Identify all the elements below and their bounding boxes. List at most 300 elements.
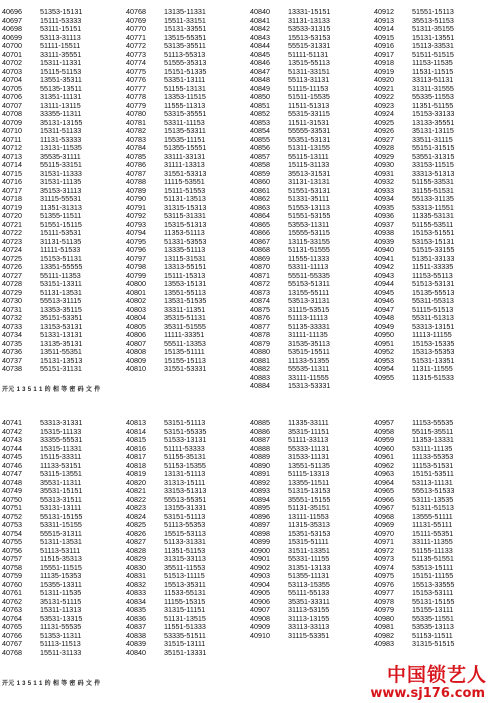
code-value: 11131-55535	[40, 622, 82, 631]
code-value: 33511-31115	[412, 134, 453, 144]
code-value: 11131-55111	[412, 520, 453, 529]
code-value: 15111-53333	[40, 15, 82, 25]
row-number: 40819	[126, 469, 146, 478]
row-number: 40847	[250, 66, 270, 76]
code-value: 35131-13115	[412, 126, 454, 135]
code-value: 15111-53531	[40, 228, 82, 237]
row-number: 40881	[250, 355, 270, 365]
row-number: 40959	[374, 435, 394, 444]
table-row	[126, 365, 250, 374]
row-number: 40958	[374, 426, 394, 436]
code-value: 31131-51135	[40, 236, 82, 246]
code-value: 53113-31113	[40, 32, 81, 42]
row-number: 40832	[126, 579, 146, 589]
code-value: 51551-15113	[412, 7, 454, 16]
row-number: 40766	[2, 630, 22, 640]
row-number: 40818	[126, 460, 146, 470]
code-value: 33111-35551	[40, 49, 82, 59]
row-number: 40777	[126, 83, 146, 93]
row-number: 40800	[126, 279, 146, 288]
code-value: 55131-15155	[412, 596, 455, 606]
code-value: 11131-53333	[40, 134, 82, 144]
row-number: 40841	[250, 15, 270, 25]
row-number: 40839	[126, 639, 146, 648]
code-value: 13155-31331	[164, 503, 207, 512]
row-number: 40758	[2, 562, 22, 572]
code-value: 35351-33311	[288, 596, 330, 606]
row-number: 40924	[374, 109, 394, 118]
code-value: 13313-55151	[164, 262, 207, 271]
row-number: 40768	[126, 7, 146, 16]
row-number: 40880	[250, 347, 270, 356]
row-number: 40866	[250, 228, 270, 237]
row-number: 40912	[374, 7, 394, 16]
row-number: 40844	[250, 41, 270, 50]
code-value: 13115-33155	[288, 236, 330, 246]
row-number: 40823	[126, 503, 146, 512]
column-group	[126, 8, 250, 392]
row-number: 40976	[374, 579, 394, 589]
code-value: 51113-11513	[40, 639, 81, 648]
code-value: 35535-31111	[40, 151, 81, 161]
code-value: 53531-13315	[40, 613, 83, 623]
code-value: 15115-33311	[40, 452, 82, 461]
row-number: 40722	[2, 228, 22, 237]
row-number: 40770	[126, 24, 146, 33]
code-value: 31533-11131	[288, 452, 330, 461]
code-value: 53115-13551	[40, 469, 82, 478]
row-number: 40850	[250, 92, 270, 101]
code-value: 11511-51313	[288, 100, 330, 110]
row-number: 40718	[2, 194, 22, 203]
row-number: 40698	[2, 24, 22, 33]
row-number: 40920	[374, 75, 394, 84]
row-number: 40752	[2, 511, 22, 521]
code-value: 13551-51135	[288, 460, 330, 470]
code-value: 13553-15131	[164, 279, 207, 288]
code-value: 55115-33151	[40, 160, 82, 169]
row-number: 40948	[374, 313, 394, 322]
row-number: 40771	[126, 32, 146, 42]
table-row	[250, 632, 374, 641]
code-value: 15511-33151	[164, 15, 206, 25]
code-value: 53135-35511	[164, 41, 206, 50]
code-value: 13353-11515	[164, 92, 206, 101]
row-number: 40753	[2, 520, 22, 529]
code-value: 13551-35311	[40, 75, 82, 84]
row-number: 40773	[126, 49, 146, 59]
code-value: 35551-15155	[288, 494, 331, 504]
code-value: 51155-13131	[164, 83, 206, 93]
row-number: 40868	[250, 245, 270, 254]
row-number: 40782	[126, 126, 146, 135]
row-number: 40732	[2, 313, 22, 322]
row-number: 40855	[250, 134, 270, 144]
code-value: 11551-51333	[164, 622, 206, 631]
code-value: 51155-11133	[412, 545, 453, 555]
code-value: 35511-11553	[164, 562, 206, 572]
code-value: 51553-13113	[288, 202, 330, 212]
row-number: 40896	[250, 511, 270, 521]
code-value: 51511-51515	[412, 49, 454, 59]
code-value: 53515-15511	[288, 347, 330, 356]
code-value: 13111-11553	[288, 511, 329, 521]
code-value: 53131-13111	[40, 503, 82, 512]
row-number: 40939	[374, 236, 394, 246]
row-number: 40916	[374, 41, 394, 50]
row-number: 40971	[374, 537, 394, 546]
code-value: 53151-55335	[164, 426, 207, 436]
row-number: 40798	[126, 262, 146, 271]
row-number: 40843	[250, 32, 270, 42]
code-value: 51131-13515	[164, 613, 206, 623]
row-number: 40863	[250, 202, 270, 212]
row-number: 40791	[126, 202, 146, 212]
row-number: 40882	[250, 364, 270, 373]
watermark-url: www.sj176.com	[370, 686, 485, 701]
row-number: 40945	[374, 287, 394, 297]
code-value: 13351-55555	[40, 262, 83, 271]
code-value: 53313-31331	[40, 418, 83, 427]
row-number: 40824	[126, 511, 146, 521]
bottom-table-block	[0, 419, 497, 675]
code-value: 31315-15313	[164, 202, 207, 212]
row-number: 40765	[2, 622, 22, 631]
row-number: 40974	[374, 562, 394, 572]
row-number: 40875	[250, 304, 270, 314]
row-number: 40821	[126, 486, 146, 495]
code-value: 15311-51133	[40, 126, 82, 135]
row-number: 40862	[250, 194, 270, 203]
row-number: 40917	[374, 49, 394, 59]
code-value: 53311-11153	[164, 117, 205, 127]
row-number: 40696	[2, 7, 22, 16]
code-value: 13131-51113	[164, 469, 206, 478]
row-number: 40828	[126, 545, 146, 555]
code-value: 11353-13331	[412, 435, 454, 444]
code-value: 11153-11535	[412, 58, 453, 67]
code-value: 15111-15313	[164, 270, 206, 280]
code-value: 51355-15551	[164, 143, 207, 152]
code-value: 15513-53153	[288, 32, 331, 42]
code-value: 35151-13331	[164, 647, 207, 657]
row-number: 40780	[126, 109, 146, 118]
code-value: 13153-53131	[40, 321, 83, 331]
row-number: 40710	[2, 126, 22, 135]
row-number: 40825	[126, 520, 146, 529]
code-value: 55113-31131	[288, 75, 330, 84]
row-number: 40714	[2, 160, 22, 169]
code-value: 11111-33351	[164, 330, 205, 339]
code-value: 35531-15151	[40, 486, 83, 495]
row-number: 40745	[2, 452, 22, 461]
row-number: 40705	[2, 83, 22, 93]
row-number: 40932	[374, 177, 394, 186]
code-value: 13555-51111	[412, 511, 453, 521]
row-number: 40870	[250, 262, 270, 271]
row-number: 40736	[2, 347, 22, 356]
section-caption: 开元 1 3 5 1 1 的 相 等 密 码 文 件	[2, 681, 101, 687]
row-number: 40787	[126, 168, 146, 178]
code-value: 13335-51113	[164, 245, 206, 254]
row-number: 40815	[126, 435, 146, 444]
row-number: 40951	[374, 338, 394, 348]
code-value: 31115-53515	[288, 304, 330, 314]
code-value: 53111-13535	[412, 494, 454, 504]
code-value: 51115-51513	[412, 304, 454, 314]
code-value: 13331-15151	[288, 7, 331, 16]
row-number: 40854	[250, 126, 270, 135]
row-number: 40743	[2, 435, 22, 444]
code-value: 31111-13313	[164, 160, 205, 169]
code-value: 51551-15115	[40, 219, 82, 229]
row-number: 40797	[126, 253, 146, 263]
code-value: 13155-55111	[288, 287, 330, 297]
code-value: 53115-31331	[164, 211, 206, 220]
row-number: 40733	[2, 321, 22, 331]
code-value: 51135-33331	[288, 321, 330, 331]
row-number: 40860	[250, 177, 270, 186]
row-number: 40808	[126, 347, 146, 356]
code-value: 11135-15353	[40, 571, 82, 580]
code-value: 15115-31133	[288, 160, 330, 169]
code-value: 11111-51533	[40, 245, 81, 254]
row-number: 40858	[250, 160, 270, 169]
row-number: 40706	[2, 92, 22, 101]
code-value: 53111-15151	[40, 24, 82, 33]
row-number: 40719	[2, 202, 22, 212]
row-number: 40972	[374, 545, 394, 555]
row-number: 40820	[126, 477, 146, 487]
code-value: 15115-51153	[40, 66, 82, 76]
row-number: 40836	[126, 613, 146, 623]
code-value: 15513-35311	[164, 579, 206, 589]
column-group	[250, 419, 374, 675]
code-value: 51153-11511	[412, 630, 453, 640]
row-number: 40763	[2, 605, 22, 614]
row-number: 40887	[250, 435, 270, 444]
row-number: 40879	[250, 338, 270, 348]
code-value: 53113-11131	[412, 477, 453, 487]
row-number: 40747	[2, 469, 22, 478]
code-value: 15155-15113	[164, 355, 206, 365]
code-value: 31511-13351	[288, 545, 330, 555]
code-value: 55151-31515	[412, 143, 455, 152]
code-value: 51331-35111	[288, 194, 330, 203]
row-number: 40902	[250, 562, 270, 572]
row-number: 40966	[374, 494, 394, 504]
code-value: 11555-11313	[164, 100, 206, 110]
code-value: 15511-31133	[40, 647, 82, 657]
row-number: 40709	[2, 117, 22, 127]
code-value: 15153-53111	[412, 588, 454, 597]
row-number: 40950	[374, 330, 394, 339]
row-number: 40789	[126, 185, 146, 195]
code-value: 33111-33131	[164, 151, 206, 161]
row-number: 40717	[2, 185, 22, 195]
row-number: 40982	[374, 630, 394, 640]
code-value: 13353-35115	[40, 304, 82, 314]
code-value: 55111-11353	[40, 270, 81, 280]
row-number: 40878	[250, 330, 270, 339]
row-number: 40927	[374, 134, 394, 144]
code-value: 53151-51113	[164, 418, 206, 427]
code-value: 13135-11331	[164, 7, 206, 16]
code-value: 13131-11535	[40, 143, 82, 152]
row-number: 40746	[2, 460, 22, 470]
code-value: 35315-51131	[164, 313, 206, 322]
row-number: 40970	[374, 528, 394, 538]
code-value: 51531-13351	[412, 355, 455, 365]
row-number: 40724	[2, 245, 22, 254]
row-number: 40772	[126, 41, 146, 50]
row-number: 40885	[250, 418, 270, 427]
row-number: 40851	[250, 100, 270, 110]
code-value: 15131-13513	[40, 355, 83, 365]
code-value: 31313-15111	[164, 477, 206, 487]
row-number: 40708	[2, 109, 22, 118]
code-value: 55115-13111	[288, 151, 329, 161]
row-number: 40734	[2, 330, 22, 339]
code-value: 15315-11331	[40, 443, 82, 453]
row-number: 40806	[126, 330, 146, 339]
row-number: 40886	[250, 426, 270, 436]
row-number: 40785	[126, 151, 146, 161]
code-value: 15311-11313	[40, 605, 82, 614]
column-group	[2, 8, 126, 392]
code-value: 13515-55351	[164, 32, 207, 42]
row-number: 40830	[126, 562, 146, 572]
code-value: 53151-51113	[164, 511, 206, 521]
row-number: 40864	[250, 211, 270, 220]
code-value: 53335-51511	[164, 630, 206, 640]
code-value: 31115-55531	[40, 194, 82, 203]
code-value: 11153-55113	[412, 270, 453, 280]
row-number: 40795	[126, 236, 146, 246]
row-number: 40983	[374, 639, 394, 648]
row-number: 40711	[2, 134, 22, 144]
table-row	[374, 640, 497, 649]
code-value: 51311-35155	[412, 24, 454, 33]
code-value: 15311-11331	[40, 58, 82, 67]
code-value: 31111-11135	[288, 330, 328, 339]
code-value: 15153-51131	[40, 253, 82, 263]
code-value: 11115-53551	[164, 177, 205, 186]
row-number: 40826	[126, 528, 146, 538]
row-number: 40840	[250, 7, 270, 16]
code-value: 15355-13311	[40, 579, 82, 589]
row-number: 40965	[374, 486, 394, 495]
code-value: 51131-13531	[40, 287, 82, 297]
row-number: 40859	[250, 168, 270, 178]
row-number: 40741	[2, 418, 22, 427]
code-value: 35151-53351	[40, 313, 83, 322]
code-value: 55131-15155	[40, 511, 83, 521]
row-number: 40915	[374, 32, 394, 42]
row-number: 40848	[250, 75, 270, 84]
code-value: 15555-53115	[288, 228, 330, 237]
row-number: 40967	[374, 503, 394, 512]
code-value: 15313-55353	[412, 347, 455, 356]
row-number: 40908	[250, 613, 270, 623]
row-number: 40744	[2, 443, 22, 453]
table-row	[250, 382, 374, 391]
code-value: 53313-11551	[412, 202, 454, 212]
watermark-title: 中国锁艺人	[386, 664, 487, 686]
top-table-block	[0, 8, 497, 392]
code-value: 55313-31511	[40, 494, 82, 504]
code-value: 51155-53511	[412, 219, 454, 229]
code-value: 51533-13131	[164, 435, 207, 444]
code-value: 31155-51531	[412, 185, 454, 195]
code-value: 13135-35131	[40, 338, 83, 348]
row-number: 40876	[250, 313, 270, 322]
code-value: 11155-15315	[164, 596, 206, 606]
code-value: 11511-33335	[412, 262, 454, 271]
row-number: 40969	[374, 520, 394, 529]
row-number: 40867	[250, 236, 270, 246]
row-number: 40729	[2, 287, 22, 297]
row-number: 40804	[126, 313, 146, 322]
code-value: 31113-13155	[288, 613, 330, 623]
code-value: 15111-51553	[164, 185, 206, 195]
code-value: 35131-51115	[40, 596, 82, 606]
code-value: 51515-33155	[412, 245, 455, 254]
row-number: 40901	[250, 554, 270, 563]
code-value: 55511-13353	[164, 338, 206, 348]
code-value: 15131-13551	[412, 32, 455, 42]
code-value: 31551-53331	[164, 364, 207, 373]
column-group	[374, 8, 497, 392]
code-value: 55315-33115	[288, 109, 330, 118]
code-value: 51551-53155	[288, 211, 331, 220]
code-value: 51115-13313	[288, 469, 330, 478]
code-value: 51311-11535	[40, 588, 82, 597]
code-value: 53151-13311	[40, 279, 82, 288]
code-value: 11153-55535	[412, 418, 454, 427]
row-number: 40723	[2, 236, 22, 246]
code-value: 51511-15535	[288, 92, 330, 101]
code-value: 33111-11555	[288, 372, 329, 382]
code-value: 51155-33531	[412, 177, 454, 186]
row-number: 40871	[250, 270, 270, 280]
row-number: 40918	[374, 58, 394, 67]
code-value: 11351-51153	[164, 545, 206, 555]
code-value: 15153-15335	[412, 338, 455, 348]
row-number: 40922	[374, 92, 394, 101]
code-value: 35513-31531	[288, 168, 331, 178]
row-number: 40981	[374, 622, 394, 631]
code-value: 33355-55531	[40, 435, 83, 444]
code-value: 53551-31315	[412, 151, 455, 161]
code-value: 31531-11135	[40, 177, 82, 186]
row-number: 40955	[374, 372, 394, 382]
code-value: 55513-51533	[412, 486, 455, 495]
code-value: 11351-31313	[40, 202, 82, 212]
row-number: 40778	[126, 92, 146, 101]
row-number: 40737	[2, 355, 22, 365]
row-number: 40872	[250, 279, 270, 288]
row-number: 40790	[126, 194, 146, 203]
code-value: 55135-13511	[40, 83, 82, 93]
row-number: 40816	[126, 443, 146, 453]
code-value: 15111-55351	[412, 528, 454, 538]
code-value: 35513-51153	[412, 15, 454, 25]
code-value: 11531-11515	[412, 66, 454, 76]
row-number: 40963	[374, 469, 394, 478]
row-number: 40703	[2, 66, 22, 76]
row-number: 40702	[2, 58, 22, 67]
